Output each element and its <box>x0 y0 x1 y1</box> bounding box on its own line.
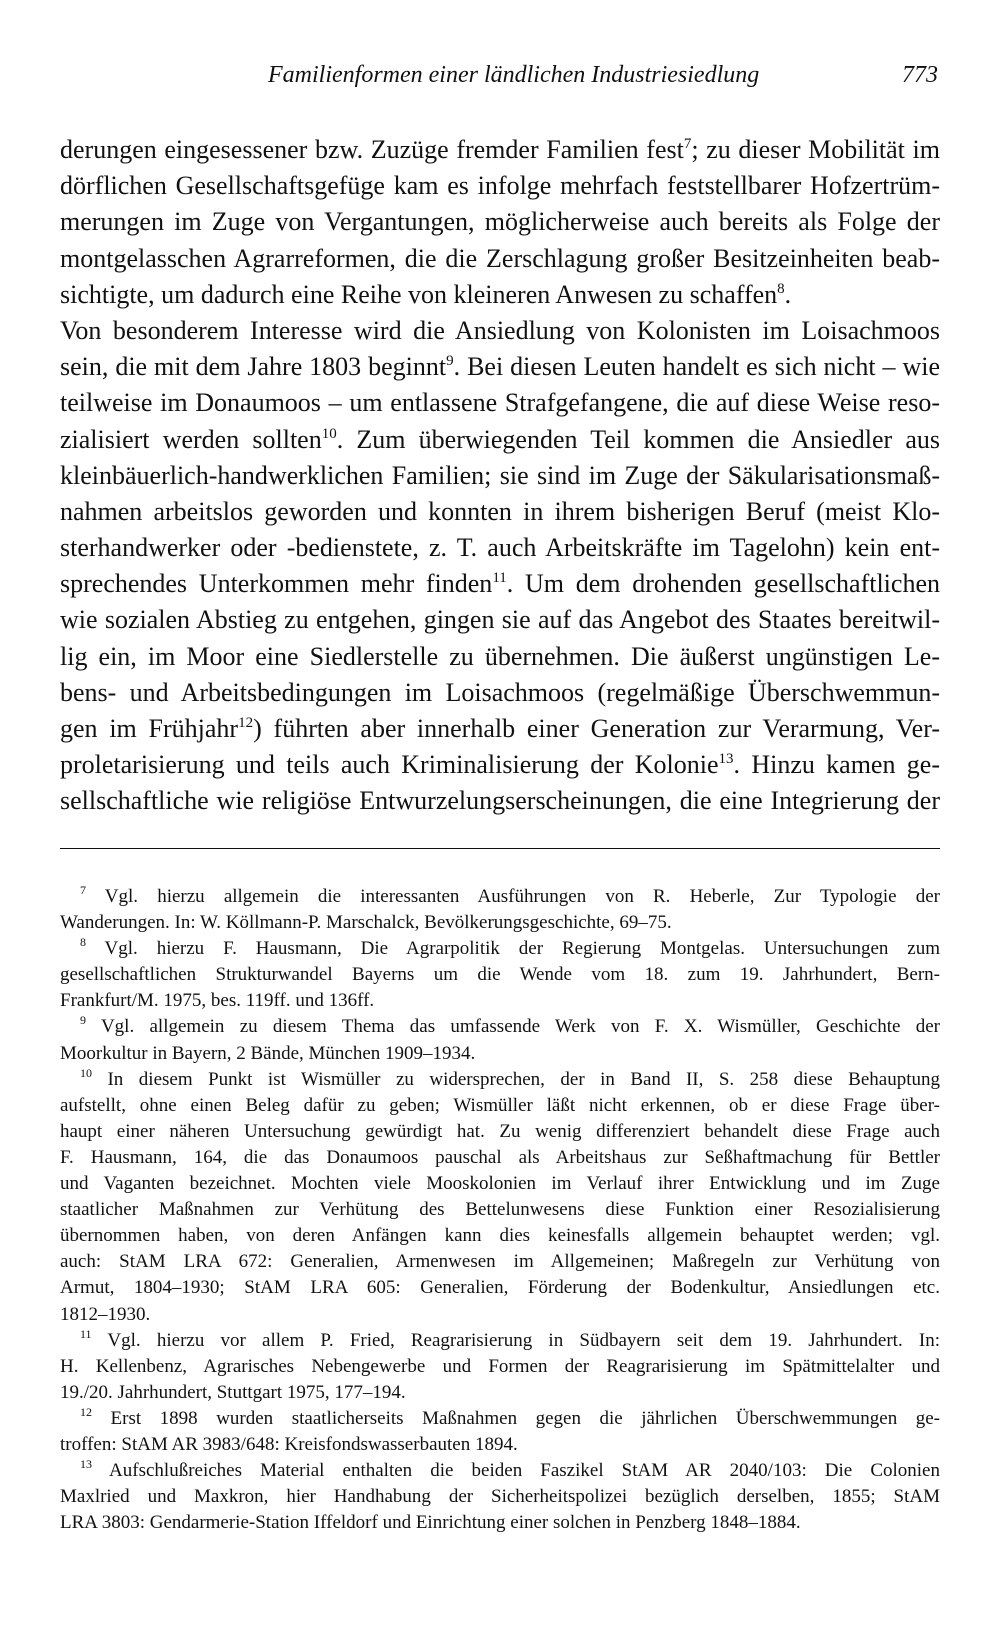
footnote-line-text: Erst 1898 wurden staatlicherseits Maßnahmen gegen die jährlichen Überschwemmungen ge- <box>92 1407 940 1429</box>
footnote-line <box>60 884 940 910</box>
footnote-line <box>60 1041 940 1067</box>
footnote-line-text: LRA 3803: Gendarmerie-Station Iffeldorf und Einrichtung einer solchen in Penzberg 1848–1884. <box>60 1512 801 1534</box>
body-line-text: merungen im Zuge von Vergantungen, möglicherweise auch bereits als Folge der <box>60 207 940 237</box>
footnote-number: 13 <box>80 1457 92 1472</box>
running-header <box>58 62 938 102</box>
footnote-line-text: F. Hausmann, 164, die das Donaumoos pauschal als Arbeitshaus zur Seßhaftmachung für Bettler <box>60 1146 940 1168</box>
body-line-text: sprechendes Unterkommen mehr finden <box>60 569 493 599</box>
footnote-number: 7 <box>80 883 86 897</box>
body-line-text: bens- und Arbeitsbedingungen im Loisachmoos (regelmäßige Überschwemmun- <box>60 677 940 707</box>
footnote-line <box>60 1380 940 1406</box>
footnote-line-text: gesellschaftlichen Strukturwandel Bayerns um die Wende vom 18. zum 19. Jahrhundert, Bern- <box>60 964 940 986</box>
footnote-line-text: Maxlried und Maxkron, hier Handhabung der Sicherheitspolizei bezüglich derselben, 1855; StAM <box>60 1486 940 1508</box>
footnote-line-text: Vgl. hierzu allgemein die interessanten Ausführungen von R. Heberle, Zur Typologie der <box>86 886 940 907</box>
footnote-line <box>60 1432 940 1458</box>
body-line <box>60 675 940 711</box>
footnote-reference[interactable]: 12 <box>238 715 254 731</box>
footnote-line-text: Frankfurt/M. 1975, bes. 119ff. und 136ff. <box>60 990 375 1012</box>
footnote-separator-rule <box>60 848 940 849</box>
body-line <box>60 602 940 638</box>
footnote-number: 8 <box>80 935 86 950</box>
footnote-line-text: Vgl. allgemein zu diesem Thema das umfassende Werk von F. X. Wismüller, Geschichte der <box>86 1016 940 1038</box>
footnote-reference[interactable]: 11 <box>492 570 507 587</box>
footnote-line <box>60 936 940 962</box>
footnote-line <box>60 1223 940 1249</box>
body-line <box>60 747 940 783</box>
body-line-text-continued: ; zu dieser Mobilität im <box>691 135 940 164</box>
body-line-text-continued: . Zum überwiegenden Teil kommen die Ansiedler aus <box>336 424 941 454</box>
body-line-text: Von besonderem Interesse wird die Ansiedlung von Kolonisten im Loisachmoos <box>60 315 940 345</box>
footnote-line-text: 19./20. Jahrhundert, Stuttgart 1975, 177–194. <box>60 1381 406 1403</box>
body-line-text: montgelasschen Agrarreformen, die die Zerschlagung großer Besitzeinheiten beab- <box>60 243 940 273</box>
body-line <box>60 132 940 168</box>
body-line <box>60 385 940 421</box>
body-line <box>60 313 940 349</box>
footnote-line <box>60 910 940 936</box>
body-line <box>60 494 940 530</box>
footnote-line <box>60 1406 940 1432</box>
footnote-reference[interactable]: 9 <box>446 353 454 370</box>
body-line-text: proletarisierung und teils auch Kriminalisierung der Kolonie <box>60 750 719 780</box>
footnote-line <box>60 1067 940 1093</box>
body-line <box>60 241 940 277</box>
footnote-line-text: auch: StAM LRA 672: Generalien, Armenwesen im Allgemeinen; Maßregeln zur Verhütung von <box>60 1251 940 1273</box>
footnote-line-text: Aufschlußreiches Material enthalten die beiden Faszikel StAM AR 2040/103: Die Colonien <box>92 1460 940 1482</box>
footnote-number: 10 <box>80 1065 92 1080</box>
footnote-number: 11 <box>80 1326 92 1341</box>
body-line-text: sellschaftliche wie religiöse Entwurzelungserscheinungen, die eine Integrierung der <box>60 786 940 816</box>
running-title: Familienformen einer ländlichen Industriesiedlung <box>268 62 760 88</box>
footnote-line-text: Vgl. hierzu F. Hausmann, Die Agrarpolitik der Regierung Montgelas. Untersuchungen zum <box>86 938 940 960</box>
footnote-reference[interactable]: 13 <box>718 751 734 768</box>
body-line-text: sichtigte, um dadurch eine Reihe von kleineren Anwesen zu schaffen <box>60 279 778 309</box>
footnote-line-text: Vgl. hierzu vor allem P. Fried, Reagrarisierung in Südbayern seit dem 19. Jahrhundert. In: <box>91 1329 940 1351</box>
body-line <box>60 422 940 458</box>
footnote-line <box>60 1328 940 1354</box>
footnote-line-text: aufstellt, ohne einen Beleg dafür zu geben; Wismüller läßt nicht erkennen, ob er diese Frage über- <box>60 1094 940 1116</box>
body-line-text: zialisiert werden sollten <box>60 424 322 454</box>
body-line-text: sterhandwerker oder -bedienstete, z. T. auch Arbeitskräfte im Tagelohn) kein ent- <box>60 533 940 563</box>
body-line <box>60 277 940 313</box>
footnote-line-text: troffen: StAM AR 3983/648: Kreisfondswasserbauten 1894. <box>60 1433 518 1455</box>
body-line-text: sein, die mit dem Jahre 1803 beginnt <box>60 352 447 382</box>
footnote-line <box>60 1484 940 1510</box>
body-line-text: derungen eingesessener bzw. Zuzüge fremder Familien fest <box>60 135 684 164</box>
body-line-text: teilweise im Donaumoos – um entlassene Strafgefangene, die auf diese Weise reso- <box>60 388 940 418</box>
footnote-reference[interactable]: 7 <box>683 136 692 152</box>
footnote-line-text: H. Kellenbenz, Agrarisches Nebengewerbe und Formen der Reagrarisierung im Spätmittelalter und <box>60 1355 940 1377</box>
footnote-line-text: Moorkultur in Bayern, 2 Bände, München 1909–1934. <box>60 1042 476 1064</box>
footnote-line <box>60 962 940 988</box>
body-line-text: kleinbäuerlich-handwerklichen Familien; sie sind im Zuge der Säkularisationsmaß- <box>60 460 940 490</box>
footnote-line <box>60 1458 940 1484</box>
footnote-line <box>60 1014 940 1040</box>
footnote-number: 9 <box>80 1013 86 1028</box>
body-line <box>60 711 940 747</box>
body-line <box>60 349 940 385</box>
footnote-line-text: 1812–1930. <box>60 1303 151 1325</box>
footnote-line-text: staatlicher Maßnahmen zur Verhütung des Bettelunwesens diese Funktion einer Resozialisierung <box>60 1199 940 1221</box>
body-line-text: gen im Frühjahr <box>60 714 239 743</box>
body-line-text: nahmen arbeitslos geworden und konnten in ihrem bisherigen Beruf (meist Klo- <box>60 496 940 526</box>
footnote-line <box>60 1197 940 1223</box>
footnote-line <box>60 1145 940 1171</box>
footnote-line <box>60 988 940 1014</box>
body-line <box>60 204 940 240</box>
body-line <box>60 168 940 204</box>
footnote-line <box>60 1249 940 1275</box>
footnote-line <box>60 1093 940 1119</box>
body-line <box>60 458 940 494</box>
body-line-text-continued: . Um dem drohenden gesellschaftlichen <box>506 569 940 599</box>
footnotes-section <box>60 884 940 1536</box>
footnote-line-text: Armut, 1804–1930; StAM LRA 605: Generalien, Förderung der Bodenkultur, Ansiedlungen etc. <box>60 1277 940 1299</box>
footnote-line-text: Wanderungen. In: W. Köllmann-P. Marschalck, Bevölkerungsgeschichte, 69–75. <box>60 912 672 934</box>
body-line-text: dörflichen Gesellschaftsgefüge kam es infolge mehrfach feststellbarer Hofzertrüm- <box>60 171 940 201</box>
footnote-line <box>60 1510 940 1536</box>
footnote-line <box>60 1171 940 1197</box>
footnote-line-text: übernommen haben, von deren Anfängen kann dies keinesfalls allgemein behauptet werden; vgl. <box>60 1225 940 1247</box>
body-line <box>60 566 940 602</box>
body-line <box>60 530 940 566</box>
footnote-line-text: und Vaganten bezeichnet. Mochten viele Mooskolonien im Verlauf ihrer Entwicklung und im Zuge <box>60 1173 940 1195</box>
page-number: 773 <box>902 62 938 88</box>
footnote-line-text: haupt einer näheren Untersuchung gewürdigt hat. Zu wenig differenziert behandelt diese Frage auch <box>60 1120 940 1142</box>
body-line-text-continued: . <box>784 279 792 309</box>
body-line <box>60 639 940 675</box>
body-line-text-continued: ) führten aber innerhalb einer Generation zur Verarmung, Ver- <box>253 714 940 743</box>
footnote-line <box>60 1354 940 1380</box>
body-line-text-continued: . Hinzu kamen ge- <box>733 750 940 780</box>
footnote-line-text: In diesem Punkt ist Wismüller zu widersprechen, der in Band II, S. 258 diese Behauptung <box>92 1068 940 1090</box>
footnote-line <box>60 1302 940 1328</box>
footnote-line <box>60 1119 940 1145</box>
footnote-number: 12 <box>80 1404 92 1419</box>
body-line <box>60 783 940 819</box>
body-line-text: lig ein, im Moor eine Siedlerstelle zu übernehmen. Die äußerst ungünstigen Le- <box>60 641 940 671</box>
body-text <box>60 132 940 820</box>
body-line-text-continued: . Bei diesen Leuten handelt es sich nicht – wie <box>453 352 940 382</box>
footnote-reference[interactable]: 8 <box>777 280 785 297</box>
footnote-line <box>60 1275 940 1301</box>
body-line-text: wie sozialen Abstieg zu entgehen, gingen sie auf das Angebot des Staates bereitwil- <box>60 605 940 635</box>
footnote-reference[interactable]: 10 <box>321 425 337 442</box>
